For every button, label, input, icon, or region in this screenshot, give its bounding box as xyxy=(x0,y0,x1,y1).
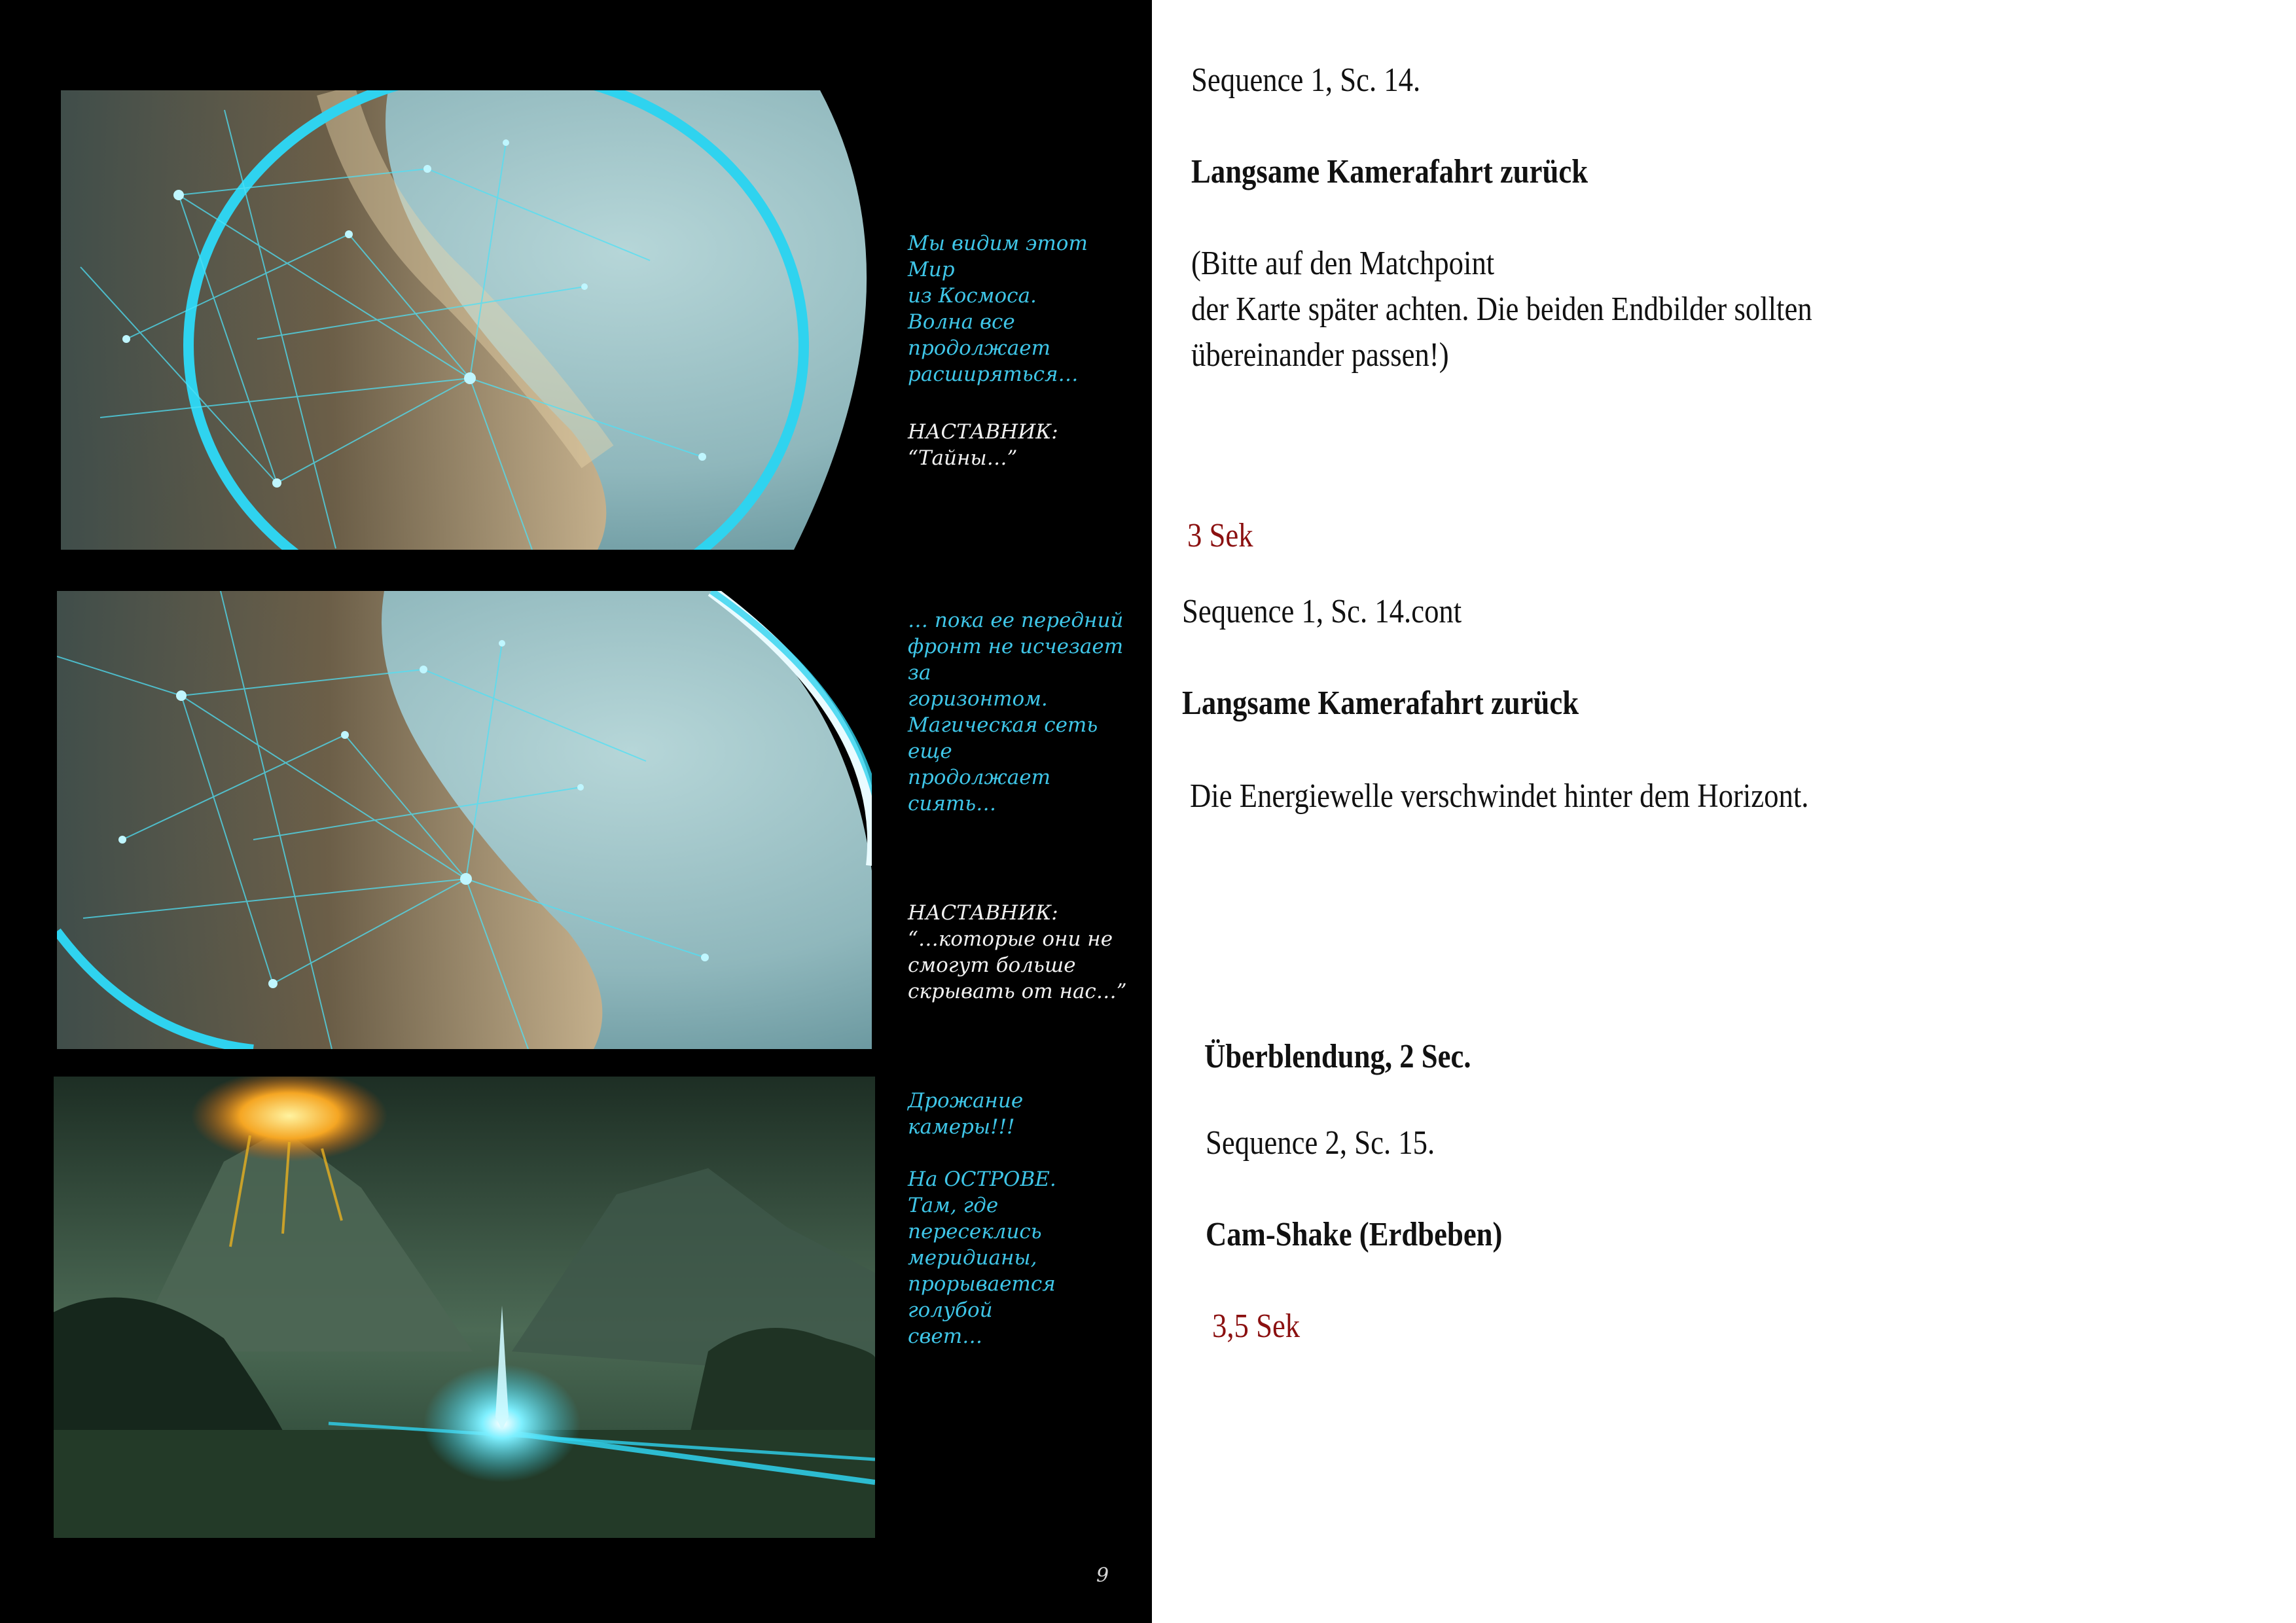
scene-2-camera-move: Langsame Kamerafahrt zurück xyxy=(1182,685,1579,722)
globe-image-2 xyxy=(57,591,872,1049)
page-number: 9 xyxy=(1096,1564,1109,1587)
scene-1-note: (Bitte auf den Matchpoint der Karte später achten. Die beiden Endbilder sollten übereinander passen!) xyxy=(1191,245,1812,374)
transition-note: Überblendung, 2 Sec. xyxy=(1204,1038,1471,1075)
panel-3-narration: Дрожание камеры!!! На ОСТРОВЕ. Там, где пересеклись меридианы, прорывается голубой свет… xyxy=(908,1089,1056,1348)
storyboard-panel-2 xyxy=(57,591,872,1049)
scene-3-camera-move: Cam-Shake (Erdbeben) xyxy=(1206,1216,1503,1253)
scene-3-duration: 3,5 Sek xyxy=(1212,1308,1300,1345)
scene-1-duration: 3 Sek xyxy=(1187,517,1253,554)
volcano-island-image xyxy=(54,1077,875,1538)
panel-2-dialogue: НАСТАВНИК: “…которые они не смогут больше скрывать от нас…” xyxy=(908,901,1127,1003)
panel-2-narration: … пока ее передний фронт не исчезает за горизонтом. Магическая сеть еще продолжает сиять… xyxy=(908,609,1124,815)
storyboard-panel-1 xyxy=(61,90,876,550)
scene-2-heading: Sequence 1, Sc. 14.cont xyxy=(1182,593,1462,630)
storyboard-panel-3 xyxy=(54,1077,875,1538)
globe-image-1 xyxy=(61,90,876,550)
panel-1-narration: Мы видим этот Мир из Космоса. Волна все продолжает расширяться… xyxy=(908,232,1088,386)
panel-1-dialogue: НАСТАВНИК: “Тайны…” xyxy=(908,420,1058,470)
scene-2-note: Die Energiewelle verschwindet hinter dem Horizont. xyxy=(1190,777,1809,815)
scene-1-heading: Sequence 1, Sc. 14. xyxy=(1191,62,1421,99)
scene-1-camera-move: Langsame Kamerafahrt zurück xyxy=(1191,153,1588,190)
scene-3-heading: Sequence 2, Sc. 15. xyxy=(1206,1124,1435,1162)
